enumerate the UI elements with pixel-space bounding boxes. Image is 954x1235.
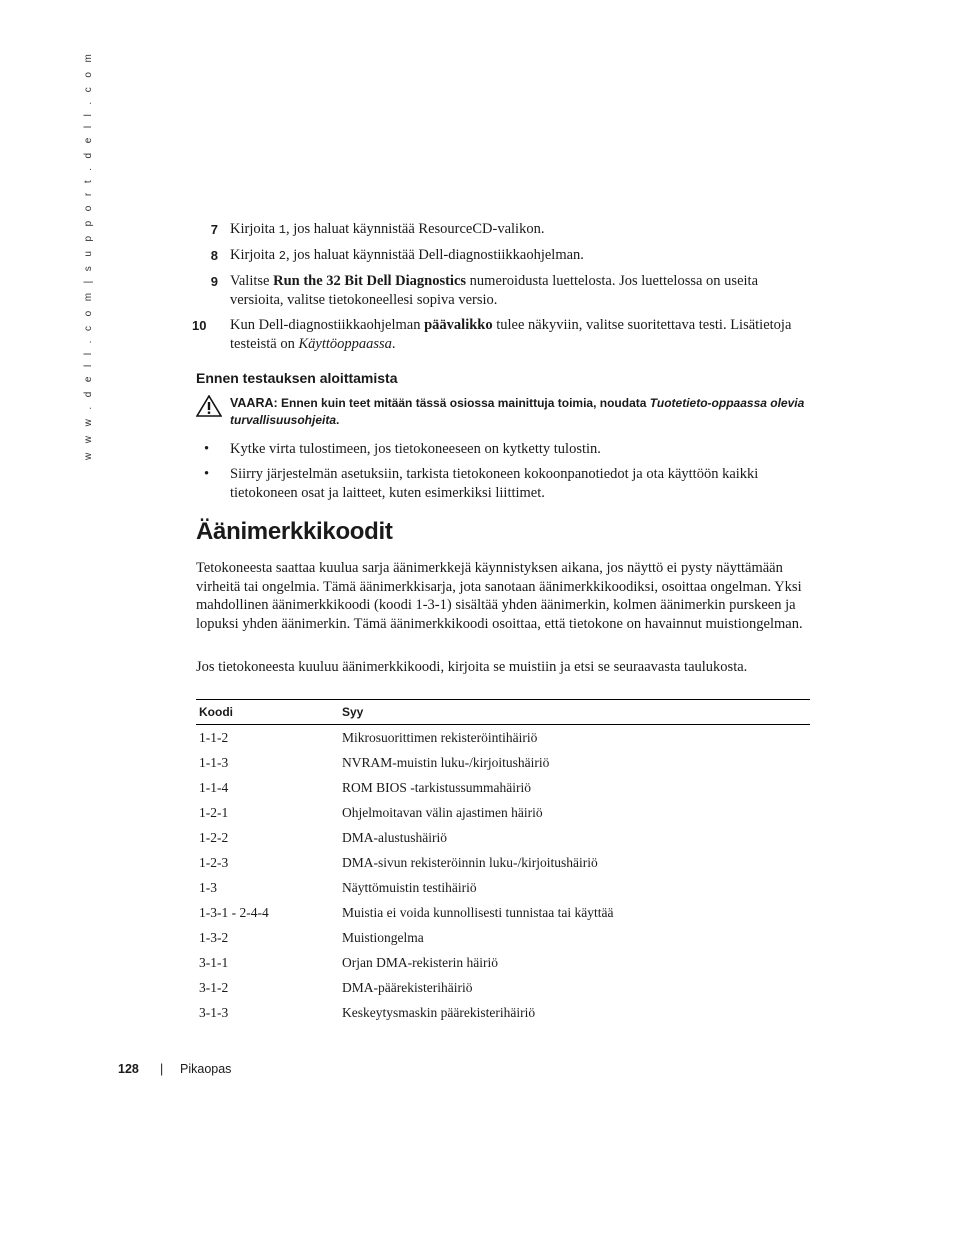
step-number: 8 <box>210 248 218 263</box>
step-text: tulee näkyviin, valitse suoritettava testi. Lisätietoja testeistä on <box>230 317 792 352</box>
cell-cause: Orjan DMA-rekisterin häiriö <box>342 954 498 970</box>
step-item <box>192 316 806 354</box>
cell-code: 1-3-2 <box>199 929 229 945</box>
bullet-item <box>196 465 806 503</box>
step-text: . <box>391 336 396 352</box>
bullet-text: Siirry järjestelmän asetuksiin, tarkista tietokoneen kokoonpanotiedot ja ota käyttöön kaikki tietokoneen osat ja laitteet, kuten esimerkiksi liittimet. <box>230 466 759 501</box>
footer-separator: | <box>160 1062 164 1076</box>
cell-cause: Ohjelmoitavan välin ajastimen häiriö <box>342 804 543 820</box>
page-footer <box>118 1062 232 1076</box>
step-text: Kirjoita <box>230 247 279 263</box>
cell-cause: DMA-sivun rekisteröinnin luku-/kirjoitushäiriö <box>342 854 598 870</box>
step-bold-text: Run the 32 Bit Dell Diagnostics <box>273 273 467 289</box>
step-item <box>196 272 806 310</box>
step-text: Kun Dell-diagnostiikkaohjelman <box>230 317 425 333</box>
warning-triangle-icon <box>196 395 222 417</box>
table-row <box>196 825 810 850</box>
cell-cause: DMA-alustushäiriö <box>342 829 447 845</box>
warning-label: VAARA: <box>230 396 278 410</box>
cell-cause: Muistiongelma <box>342 929 424 945</box>
header-code: Koodi <box>199 705 233 719</box>
cell-cause: ROM BIOS -tarkistussummahäiriö <box>342 779 531 795</box>
footer-title: Pikaopas <box>180 1062 232 1076</box>
step-text: Valitse <box>230 273 274 289</box>
table-row <box>196 925 810 950</box>
step-item <box>196 246 806 266</box>
cell-code: 1-2-2 <box>199 829 229 845</box>
warning-body: Ennen kuin teet mitään tässä osiossa mainittuja toimia, noudata <box>277 396 650 410</box>
cell-cause: Näyttömuistin testihäiriö <box>342 879 477 895</box>
table-row <box>196 975 810 1000</box>
instruction-paragraph: Jos tietokoneesta kuuluu äänimerkkikoodi, kirjoita se muistiin ja etsi se seuraavasta taulukosta. <box>196 659 748 675</box>
cell-code: 1-1-4 <box>199 779 229 795</box>
table-row <box>196 725 810 750</box>
cell-code: 1-1-3 <box>199 754 229 770</box>
step-text: , jos haluat käynnistää ResourceCD-valikon. <box>285 221 545 237</box>
table-row <box>196 900 810 925</box>
cell-code: 3-1-3 <box>199 1004 229 1020</box>
bullet-dot-icon: • <box>204 441 210 457</box>
cell-code: 1-3 <box>199 879 217 895</box>
warning-end: . <box>336 413 340 427</box>
step-number: 10 <box>192 318 207 333</box>
step-italic-text: Käyttöoppaassa <box>298 336 392 352</box>
bullet-text: Kytke virta tulostimeen, jos tietokoneeseen on kytketty tulostin. <box>230 441 601 457</box>
table-row <box>196 875 810 900</box>
cell-cause: Keskeytysmaskin päärekisterihäiriö <box>342 1004 536 1020</box>
cell-code: 1-2-1 <box>199 804 229 820</box>
step-number: 9 <box>210 274 218 289</box>
step-text: Kirjoita <box>230 221 279 237</box>
table-row <box>196 950 810 975</box>
cell-cause: DMA-päärekisterihäiriö <box>342 979 473 995</box>
page-number: 128 <box>118 1062 139 1076</box>
cell-code: 3-1-1 <box>199 954 229 970</box>
table-row <box>196 850 810 875</box>
section-subheading: Ennen testauksen aloittamista <box>196 370 398 386</box>
bullet-dot-icon: • <box>204 466 210 482</box>
step-bold-text: päävalikko <box>424 317 493 333</box>
step-text: numeroidusta luettelosta. Jos luettelossa on useita versioita, valitse tietokoneellesi sopiva versio. <box>230 273 759 308</box>
table-row <box>196 775 810 800</box>
warning-text <box>230 395 808 429</box>
cell-code: 1-2-3 <box>199 854 229 870</box>
warning-box <box>196 395 808 429</box>
intro-paragraph: Tetokoneesta saattaa kuulua sarja äänimerkkejä käynnistyksen aikana, jos näyttö ei pysty näyttämään virheitä tai ongelmia. Tämä äänimerkkisarja, jota sanotaan äänimerkkikoodiksi, osoittaa ongelman. Yksi mahdollinen äänimerkkikoodi (koodi 1-3-1) sisältää yhden äänimerkin, kolmen äänimerkin purskeen ja lopuksi yhden äänimerkin. Tämä äänimerkkikoodi osoittaa, että tietokone on havainnut muistiongelman. <box>196 560 803 632</box>
side-url-text: w w w . d e l l . c o m | s u p p o r t . d e l l . c o m <box>83 50 94 460</box>
cell-code: 1-1-2 <box>199 729 229 745</box>
bullet-list <box>196 440 806 509</box>
steps-list <box>192 220 806 360</box>
cell-cause: NVRAM-muistin luku-/kirjoitushäiriö <box>342 754 550 770</box>
header-cause: Syy <box>342 705 364 719</box>
cell-code: 3-1-2 <box>199 979 229 995</box>
table-body <box>196 725 810 1025</box>
section-heading: Äänimerkkikoodit <box>196 518 393 545</box>
cell-code: 1-3-1 - 2-4-4 <box>199 904 269 920</box>
bullet-item <box>196 440 806 459</box>
table-row <box>196 1000 810 1025</box>
cell-cause: Mikrosuorittimen rekisteröintihäiriö <box>342 729 538 745</box>
table-header <box>196 699 810 725</box>
warning-italic: Tuotetieto-oppaassa olevia turvallisuusohjeita <box>230 396 805 427</box>
cell-cause: Muistia ei voida kunnollisesti tunnistaa tai käyttää <box>342 904 614 920</box>
step-item <box>196 220 806 240</box>
table-row <box>196 750 810 775</box>
step-code: 1 <box>278 223 286 237</box>
step-number: 7 <box>210 222 218 237</box>
step-text: , jos haluat käynnistää Dell-diagnostiikkaohjelman. <box>285 247 584 263</box>
step-code: 2 <box>278 249 286 263</box>
beep-code-table <box>196 699 810 1025</box>
table-row <box>196 800 810 825</box>
